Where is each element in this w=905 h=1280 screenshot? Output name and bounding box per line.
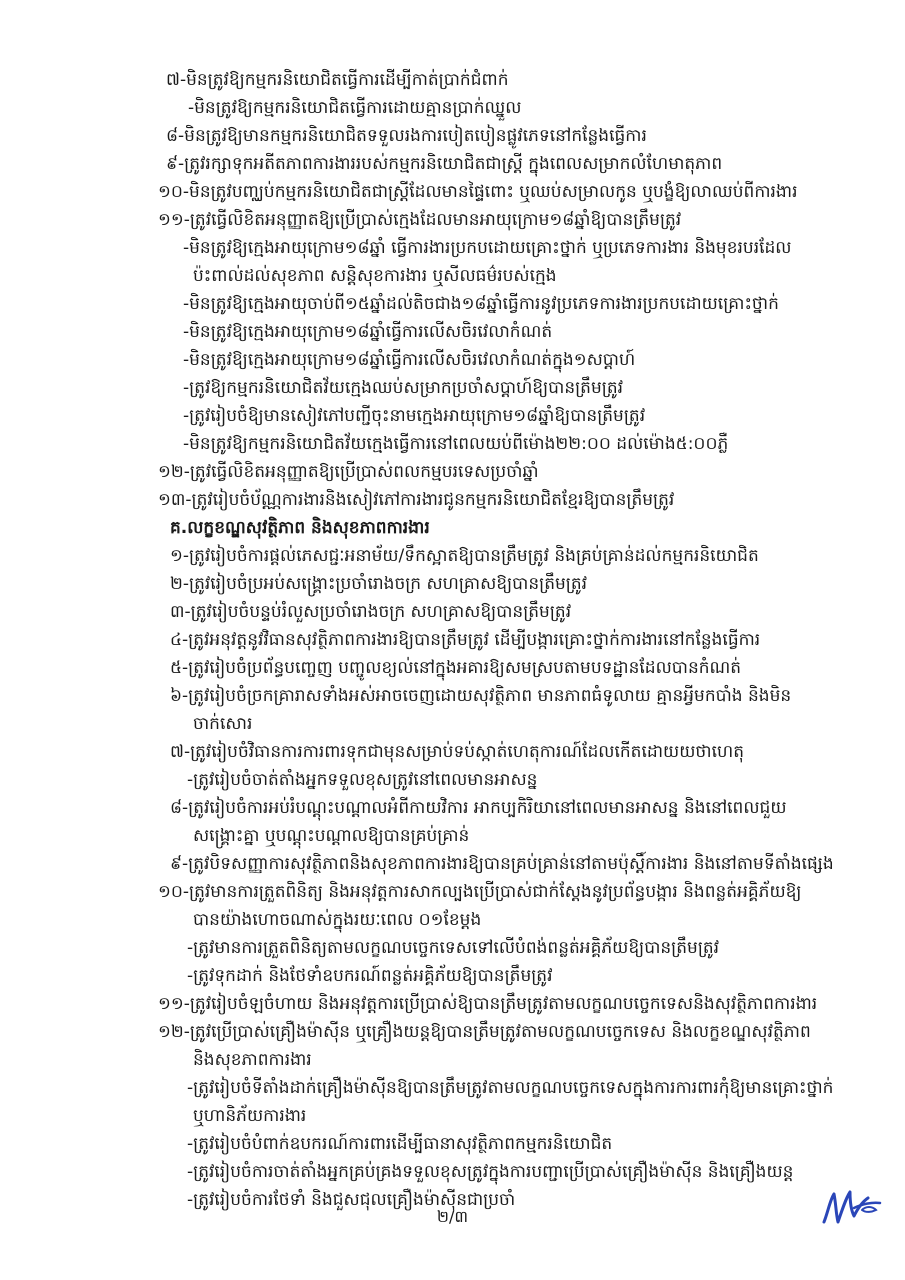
text-line: ៤-ត្រូវអនុវត្តនូវវិធានសុវត្ថិភាពការងារឱ្យបានត្រឹមត្រូវ ដើម្បីបង្ការគ្រោះថ្នាក់ការងារនៅកន្លែងធ្វើការ [170, 630, 761, 650]
text-line: ៥-ត្រូវរៀបចំប្រព័ន្ធបញ្ចេញ បញ្ចូលខ្យល់នៅក្នុងអគារឱ្យសមស្របតាមបទដ្ឋានដែលបានកំណត់ [170, 658, 742, 678]
text-line: -ត្រូវទុកដាក់ និងថែទាំឧបករណ៍ពន្លត់អគ្គិភ័យឱ្យបានត្រឹមត្រូវ [187, 966, 553, 986]
text-line: ឬហានិភ័យការងារ [193, 1106, 307, 1126]
text-line: -ត្រូវរៀបចំបំពាក់ឧបករណ៍ការពារដើម្បីធានាសុវត្ថិភាពកម្មករនិយោជិត [187, 1134, 613, 1154]
text-line: ៣-ត្រូវរៀបចំបន្ទប់រំលួសប្រចាំរោងចក្រ សហគ្រាសឱ្យបានត្រឹមត្រូវ [170, 602, 572, 622]
text-line: ៦-ត្រូវរៀបចំច្រកគ្រារាសទាំងអស់អាចចេញដោយសុវត្ថិភាព មានភាពធំទូលាយ គ្មានអ្វីមកបាំង និងមិន [170, 686, 792, 706]
text-line: ២-ត្រូវរៀបចំប្រអប់សង្គ្រោះប្រចាំរោងចក្រ សហគ្រាសឱ្យបានត្រឹមត្រូវ [170, 574, 588, 594]
text-line: សង្គ្រោះគ្នា ឬបណ្តុះបណ្តាលឱ្យបានគ្រប់គ្រាន់ [193, 826, 470, 846]
text-line: -មិនត្រូវឱ្យកម្មករនិយោជិតធ្វើការដោយគ្មានប្រាក់ឈ្នួល [188, 98, 522, 118]
text-line: ១-ត្រូវរៀបចំការផ្តល់ភេសជ្ជៈអនាម័យ/ទឹកស្អាតឱ្យបានត្រឹមត្រូវ និងគ្រប់គ្រាន់ដល់កម្មករនិយោជិត [170, 546, 759, 566]
text-line: ១១-ត្រូវរៀបចំឡចំហាយ និងអនុវត្តការប្រើប្រាស់ឱ្យបានត្រឹមត្រូវតាមលក្ខណបច្ចេកទេសនិងសុវត្ថិភាពការងារ [158, 994, 818, 1014]
text-line: -មិនត្រូវឱ្យក្មេងអាយុក្រោម១៨ឆ្នាំ ធ្វើការងារប្រកបដោយគ្រោះថ្នាក់ ឬប្រភេទការងារ និងមុខរបរដែល [183, 238, 792, 258]
text-line: ១២-ត្រូវធ្វើលិខិតអនុញ្ញាតឱ្យប្រើប្រាស់ពលកម្មបរទេសប្រចាំឆ្នាំ [158, 462, 539, 482]
text-line: -ត្រូវរៀបចំទីតាំងដាក់គ្រឿងម៉ាស៊ីនឱ្យបានត្រឹមត្រូវតាមលក្ខណបច្ចេកទេសក្នុងការការពារកុំឱ្យមានគ្រោះថ្នាក់ [187, 1078, 834, 1098]
text-line: ប៉ះពាល់ដល់សុខភាព សន្តិសុខការងារ ឬសីលធម៌របស់ក្មេង [193, 266, 557, 286]
text-line: -មិនត្រូវឱ្យក្មេងអាយុក្រោម១៨ឆ្នាំធ្វើការលើសចិរវេលាកំណត់ក្នុង១សប្តាហ៍ [183, 350, 636, 370]
text-line: ៩-ត្រូវរក្សាទុកអតីតភាពការងាររបស់កម្មករនិយោជិតជាស្ត្រី ក្នុងពេលសម្រាកលំហែមាតុភាព [166, 154, 723, 174]
text-line: -មិនត្រូវឱ្យក្មេងអាយុចាប់ពី១៥ឆ្នាំដល់តិចជាង១៨ឆ្នាំធ្វើការនូវប្រភេទការងារប្រកបដោយគ្រោះថ្នាក់ [183, 294, 779, 314]
signature-mark [818, 1186, 884, 1228]
text-line: ចាក់សោរ [193, 714, 253, 734]
text-line: -ត្រូវរៀបចំឱ្យមានសៀវភៅបញ្ជីចុះនាមក្មេងអាយុក្រោម១៨ឆ្នាំឱ្យបានត្រឹមត្រូវ [183, 406, 646, 426]
text-line: ១០-ត្រូវមានការត្រួតពិនិត្យ និងអនុវត្តការសាកល្បងប្រើប្រាស់ជាក់ស្តែងនូវប្រព័ន្ធបង្ការ និងពន្លត់អគ្គិភ័យឱ្យ [158, 882, 802, 902]
text-line: ៨-មិនត្រូវឱ្យមានកម្មករនិយោជិតទទួលរងការបៀតបៀនផ្លូវភេទនៅកន្លែងធ្វើការ [166, 126, 647, 146]
text-line: -ត្រូវរៀបចំការចាត់តាំងអ្នកគ្រប់គ្រងទទួលខុសត្រូវក្នុងការបញ្ជាប្រើប្រាស់គ្រឿងម៉ាស៊ីន និងគ្រឿងយន្ត [187, 1162, 794, 1182]
text-line: -ត្រូវរៀបចំការថែទាំ និងជួសជុលគ្រឿងម៉ាស៊ីនជាប្រចាំ [187, 1190, 516, 1210]
page-number: ២/៣ [436, 1207, 469, 1226]
text-line: បានយ៉ាងហោចណាស់ក្នុងរយៈពេល ០១ខែម្តង [193, 910, 482, 930]
text-line: -ត្រូវរៀបចំចាត់តាំងអ្នកទទួលខុសត្រូវនៅពេលមានអាសន្ន [187, 770, 538, 790]
text-line: និងសុខភាពការងារ [193, 1050, 312, 1070]
text-line: -ត្រូវមានការត្រួតពិនិត្យតាមលក្ខណបច្ចេកទេសទៅលើបំពង់ពន្លត់អគ្គិភ័យឱ្យបានត្រឹមត្រូវ [187, 938, 720, 958]
text-line: -មិនត្រូវឱ្យក្មេងអាយុក្រោម១៨ឆ្នាំធ្វើការលើសចិរវេលាកំណត់ [183, 322, 553, 342]
text-line: -ត្រូវឱ្យកម្មករនិយោជិតវ័យក្មេងឈប់សម្រាកប្រចាំសប្តាហ៍ឱ្យបានត្រឹមត្រូវ [183, 378, 624, 398]
text-line: ១២-ត្រូវប្រើប្រាស់គ្រឿងម៉ាស៊ីន ឬគ្រឿងយន្តឱ្យបានត្រឹមត្រូវតាមលក្ខណបច្ចេកទេស និងលក្ខខណ្ឌសុវត្ថិភាព [158, 1022, 811, 1042]
text-line: ៧-ត្រូវរៀបចំវិធានការការពារទុកជាមុនសម្រាប់ទប់ស្កាត់ហេតុការណ៍ដែលកើតដោយយថាហេតុ [170, 742, 744, 762]
text-line: ៧-មិនត្រូវឱ្យកម្មករនិយោជិតធ្វើការដើម្បីកាត់ប្រាក់ជំពាក់ [166, 70, 509, 90]
text-line: ១៣-ត្រូវរៀបចំប័ណ្ណការងារនិងសៀវភៅការងារជូនកម្មករនិយោជិតខ្មែរឱ្យបានត្រឹមត្រូវ [158, 490, 675, 510]
text-line: ១១-ត្រូវធ្វើលិខិតអនុញ្ញាតឱ្យប្រើប្រាស់ក្មេងដែលមានអាយុក្រោម១៨ឆ្នាំឱ្យបានត្រឹមត្រូវ [158, 210, 682, 230]
text-line: -មិនត្រូវឱ្យកម្មករនិយោជិតវ័យក្មេងធ្វើការនៅពេលយប់ពីម៉ោង២២:០០ ដល់ម៉ោង៥:០០ភ្លឺ [183, 434, 729, 454]
section-heading: គ.លក្ខខណ្ឌសុវត្ថិភាព និងសុខភាពការងារ [170, 518, 430, 538]
text-line: ៩-ត្រូវបិទសញ្ញាការសុវត្ថិភាពនិងសុខភាពការងារឱ្យបានគ្រប់គ្រាន់នៅតាមប៉ុស្តិ៍ការងារ និងនៅតាមទីតាំងផ្សេង [170, 854, 834, 874]
text-line: ១០-មិនត្រូវបញ្ឈប់កម្មករនិយោជិតជាស្ត្រីដែលមានផ្ទៃពោះ ឬឈប់សម្រាលកូន ឬបង្ខំឱ្យលាឈប់ពីការងារ [158, 182, 798, 202]
text-line: ៨-ត្រូវរៀបចំការអប់រំបណ្តុះបណ្តាលអំពីកាយវិការ អាកប្បកិរិយានៅពេលមានអាសន្ន និងនៅពេលជួយ [170, 798, 787, 818]
